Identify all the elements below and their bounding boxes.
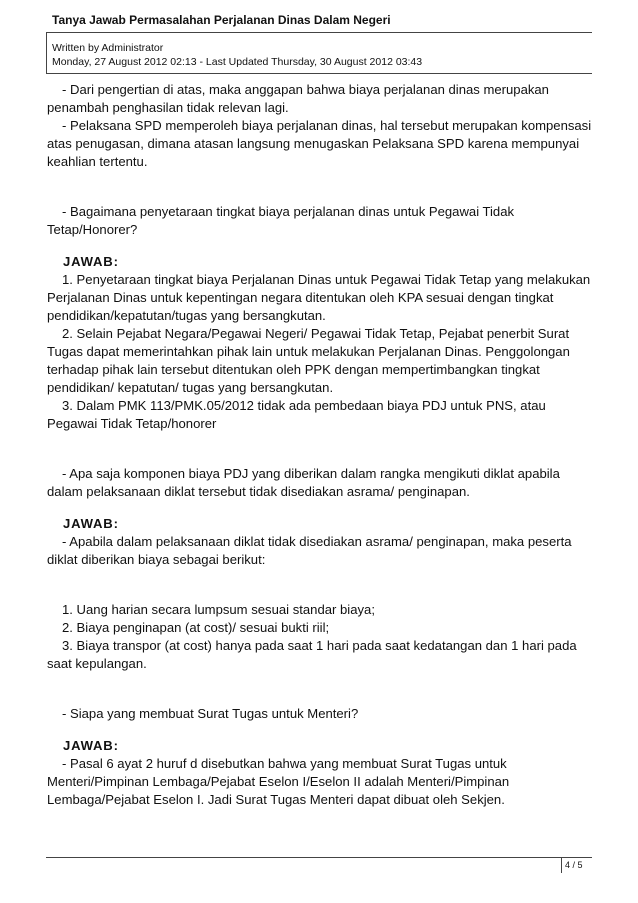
body-line: atas penugasan, dimana atasan langsung menugaskan Pelaksana SPD karena mempunyai — [47, 136, 580, 151]
question-line: dalam pelaksanaan diklat tersebut tidak disediakan asrama/ penginapan. — [47, 484, 470, 499]
answer-line: pendidikan/ kepatutan/ tugas yang bersangkutan. — [47, 380, 334, 395]
question-line: - Bagaimana penyetaraan tingkat biaya perjalanan dinas untuk Pegawai Tidak — [62, 204, 515, 219]
list-item: saat kepulangan. — [47, 656, 147, 671]
answer-line: - Apabila dalam pelaksanaan diklat tidak disediakan asrama/ penginapan, maka peserta — [62, 534, 572, 549]
body-line: - Dari pengertian di atas, maka anggapan bahwa biaya perjalanan dinas merupakan — [62, 82, 549, 97]
answer-line: diklat diberikan biaya sebagai berikut: — [47, 552, 266, 567]
question-line: - Apa saja komponen biaya PDJ yang diberikan dalam rangka mengikuti diklat apabila — [62, 466, 560, 481]
answer-line: Menteri/Pimpinan Lembaga/Pejabat Eselon I/Eselon II adalah Menteri/Pimpinan — [47, 774, 510, 789]
list-item: 1. Uang harian secara lumpsum sesuai standar biaya; — [62, 602, 375, 617]
list-item: 3. Biaya transpor (at cost) hanya pada saat 1 hari pada saat kedatangan dan 1 hari pada — [62, 638, 577, 653]
answer-line: 2. Selain Pejabat Negara/Pegawai Negeri/ Pegawai Tidak Tetap, Pejabat penerbit Surat — [62, 326, 570, 341]
author-line: Written by Administrator — [52, 42, 164, 54]
list-item: 2. Biaya penginapan (at cost)/ sesuai bukti riil; — [62, 620, 330, 635]
answer-line: pendidikan/kepatutan/tugas yang bersangkutan. — [47, 308, 326, 323]
answer-heading: JAWAB: — [63, 516, 119, 531]
body-line: keahlian tertentu. — [47, 154, 148, 169]
answer-line: Lembaga/Pejabat Eselon I. Jadi Surat Tugas Menteri dapat dibuat oleh Sekjen. — [47, 792, 505, 807]
answer-line: Pegawai Tidak Tetap/honorer — [47, 416, 217, 431]
document-title: Tanya Jawab Permasalahan Perjalanan Dinas Dalam Negeri — [52, 13, 391, 27]
body-line: penambah penghasilan tidak relevan lagi. — [47, 100, 289, 115]
meta-left-border — [46, 32, 47, 74]
page-number: 4 / 5 — [565, 860, 583, 870]
answer-heading: JAWAB: — [63, 738, 119, 753]
answer-line: Perjalanan Dinas untuk kepentingan negara ditentukan oleh KPA sesuai dengan tingkat — [47, 290, 554, 305]
question-line: Tetap/Honorer? — [47, 222, 138, 237]
header-rule — [46, 32, 592, 33]
answer-line: 3. Dalam PMK 113/PMK.05/2012 tidak ada pembedaan biaya PDJ untuk PNS, atau — [62, 398, 546, 413]
footer-rule — [46, 857, 592, 858]
answer-line: 1. Penyetaraan tingkat biaya Perjalanan Dinas untuk Pegawai Tidak Tetap yang melakukan — [62, 272, 591, 287]
meta-rule — [46, 73, 592, 74]
body-line: - Pelaksana SPD memperoleh biaya perjalanan dinas, hal tersebut merupakan kompensasi — [62, 118, 592, 133]
answer-line: - Pasal 6 ayat 2 huruf d disebutkan bahwa yang membuat Surat Tugas untuk — [62, 756, 507, 771]
answer-heading: JAWAB: — [63, 254, 119, 269]
question-line: - Siapa yang membuat Surat Tugas untuk Menteri? — [62, 706, 359, 721]
answer-line: terhadap pihak lain tersebut ditentukan oleh PPK dengan mempertimbangkan tingkat — [47, 362, 540, 377]
answer-line: Tugas dapat memerintahkan pihak lain untuk melakukan Perjalanan Dinas. Penggolongan — [47, 344, 570, 359]
date-line: Monday, 27 August 2012 02:13 - Last Updated Thursday, 30 August 2012 03:43 — [52, 56, 423, 68]
article-body — [47, 81, 595, 809]
